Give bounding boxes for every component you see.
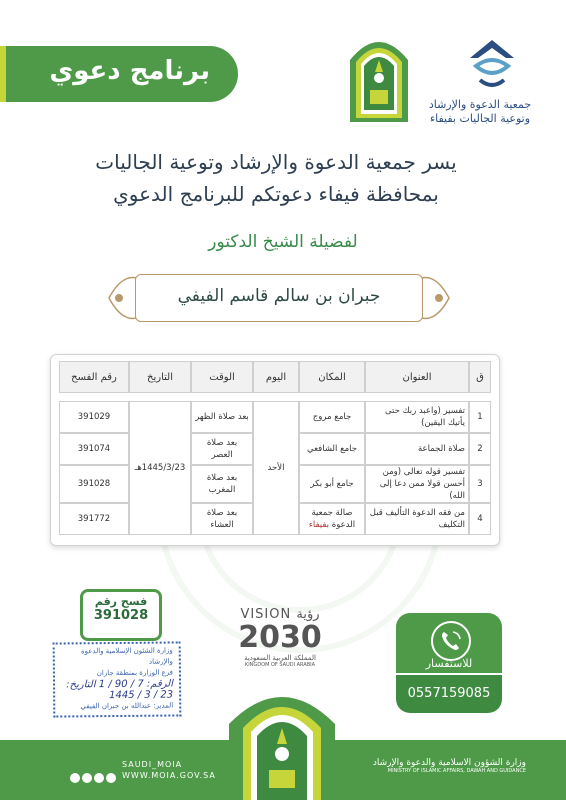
row-place: جامع مروج [299,401,365,433]
invitation-headline [46,146,506,210]
schedule-table-card [50,354,500,546]
official-stamp-line2: فرع الوزارة بمنطقة جازان [96,668,173,678]
row-permit: 391074 [59,433,129,465]
facebook-icon[interactable] [106,773,116,783]
footer-emblem-logo [229,684,335,800]
program-badge-text: برنامج دعوي [49,56,210,86]
contact-card-top [396,613,502,673]
invitation-line2: بمحافظة فيفاء دعوتكم للبرنامج الدعوي [113,182,439,206]
permit-stamp-number: 391028 [93,608,149,623]
row-time: بعد صلاة المغرب [191,465,253,503]
vision-kingdom-ar: المملكة العربية السعودية [244,654,316,662]
permit-stamp-label: فسح رقم [94,595,148,608]
ministry-name [373,758,526,774]
ministry-name-en: MINISTRY OF ISLAMIC AFFAIRS, DAWAH AND GUIDANCE [387,768,526,774]
social-icons [70,767,118,786]
row-place-highlight: بفيفاء [308,520,330,530]
vision-ar: رؤية [296,607,320,622]
row-number: 4 [469,503,491,535]
ministry-emblem-logo [346,30,412,126]
speaker-name: جبران بن سالم قاسم الفيفي [177,286,381,306]
row-title: تفسير (واعبد ربك حتى يأتيك اليقين) [365,401,469,433]
twitter-icon[interactable] [70,773,80,783]
header-time: الوقت [191,361,253,393]
phone-icon [431,621,471,661]
vision-en: VISION [240,607,292,622]
header-date: التاريخ [129,361,191,393]
social-handle[interactable]: SAUDI_MOIA [122,760,183,769]
row-place [299,503,365,535]
row-time: بعد صلاة العشاء [191,503,253,535]
youtube-icon[interactable] [82,773,92,783]
row-time: بعد صلاة الظهر [191,401,253,433]
official-stamp-line3: الرقم: 7 / 90 / 1 التاريخ: 23 / 3 / 1445 [66,678,174,702]
header-permit: رقم الفسح [59,361,129,393]
row-permit: 391772 [59,503,129,535]
footer-handles [122,759,216,781]
instagram-icon[interactable] [94,773,104,783]
website-link[interactable]: WWW.MOIA.GOV.SA [122,771,216,780]
table-row [59,401,491,433]
header-place: المكان [299,361,365,393]
row-day: الأحد [253,401,299,535]
vision-kingdom-en: KINGDOM OF SAUDI ARABIA [244,662,316,668]
row-place: جامع الشافعي [299,433,365,465]
row-date: 1445/3/23هـ [129,401,191,535]
header-title: العنوان [365,361,469,393]
schedule-table [59,361,491,535]
association-logo [462,36,522,96]
official-stamp [53,641,182,717]
official-stamp-line4: المدير: عبدالله بن جبران الفيفي [80,701,174,711]
invitation-line1: يسر جمعية الدعوة والإرشاد وتوعية الجاليات [95,150,457,174]
speaker-name-frame [105,262,453,334]
row-number: 3 [469,465,491,503]
program-badge [0,46,238,102]
association-name [410,98,550,126]
contact-card [396,613,502,713]
contact-label: للاستفسار [425,657,473,670]
row-place-text: صالة جمعية الدعوة [311,508,356,530]
header-number: ق [469,361,491,393]
row-title: من فقه الدعوة التأليف قبل التكليف [365,503,469,535]
row-title: تفسير قوله تعالى (ومن أحسن قولا ممن دعا إلى الله) [365,465,469,503]
contact-phone-number[interactable]: 0557159085 [396,675,502,713]
table-header-row [59,361,491,393]
ministry-name-ar: وزارة الشؤون الاسلامية والدعوة والإرشاد [372,758,526,768]
row-permit: 391028 [59,465,129,503]
row-number: 1 [469,401,491,433]
row-title: صلاة الجماعة [365,433,469,465]
association-name-line1: جمعية الدعوة والإرشاد [428,98,532,111]
association-name-line2: وتوعية الجاليات بفيفاء [429,112,531,125]
vision-2030-year: 2030 [238,620,322,655]
row-place: جامع أبو بكر [299,465,365,503]
permit-stamp [80,589,162,641]
header-day: اليوم [253,361,299,393]
row-permit: 391029 [59,401,129,433]
speaker-honorific: لفضيلة الشيخ الدكتور [208,232,358,252]
vision-2030-logo [230,607,330,687]
row-number: 2 [469,433,491,465]
official-stamp-line1: وزارة الشئون الإسلامية والدعوة والإرشاد [80,646,173,666]
row-time: بعد صلاة العصر [191,433,253,465]
